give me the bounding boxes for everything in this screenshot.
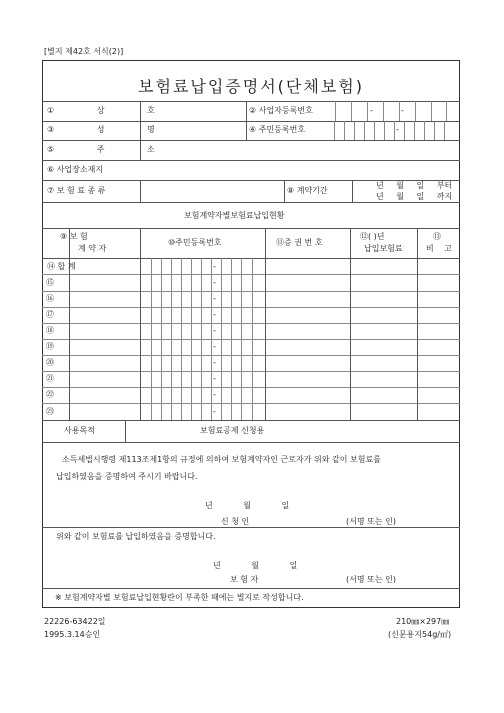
row-dash: - xyxy=(213,262,216,271)
total-row-label: ⑭ 합 계 xyxy=(47,262,76,271)
form-header: [별지 제42호 서식(2)] xyxy=(44,47,124,56)
row-label: ⑱ xyxy=(46,326,54,335)
company-input[interactable] xyxy=(141,102,245,120)
row-dash: - xyxy=(213,326,216,335)
row-label: ㉑ xyxy=(46,374,54,383)
row-dash: - xyxy=(213,407,216,416)
resno-dash: - xyxy=(396,125,399,134)
address-input[interactable] xyxy=(141,141,459,159)
col-header-contractor-2: 계 약 자 xyxy=(78,244,107,253)
field-label-address: ⑤ 주 소 xyxy=(47,145,155,154)
row-label: ㉓ xyxy=(46,407,54,416)
insurer-sign: (서명 또는 인) xyxy=(346,575,396,584)
col-header-year: ⑫( )년 xyxy=(360,232,385,241)
bottom-note: ※ 보험계약자별 보험료납입현황란이 부족한 때에는 별지로 작성합니다. xyxy=(55,593,304,602)
request-date: 년 월 일 xyxy=(205,501,290,510)
col-header-remarks-num: ⑬ xyxy=(433,232,441,241)
purpose-label: 사용목적 xyxy=(64,426,95,435)
period-from: 년 월 일 부터 xyxy=(376,181,453,190)
row-label: ⑮ xyxy=(46,278,54,287)
row-dash: - xyxy=(213,294,216,303)
field-label-premium-type: ⑦ 보 험 료 종 류 xyxy=(47,186,106,195)
premium-type-input[interactable] xyxy=(141,181,283,201)
row-label: ㉒ xyxy=(46,390,54,399)
bizno-dash-1: - xyxy=(370,106,373,115)
col-header-contractor: ⑨ 보 험 xyxy=(60,232,88,241)
row-label: ⑲ xyxy=(46,342,54,351)
period-to: 년 월 일 까지 xyxy=(376,192,453,201)
col-header-resno: ⑩주민등록번호 xyxy=(168,238,222,247)
workplace-input[interactable] xyxy=(141,161,459,179)
field-label-bizno: ② 사업자등록번호 xyxy=(249,106,313,115)
footer-approval: 1995.3.14승인 xyxy=(44,630,101,639)
name-input[interactable] xyxy=(141,122,245,139)
row-dash: - xyxy=(213,374,216,383)
col-header-policy: ⑪증 권 번 호 xyxy=(276,238,323,247)
purpose-value: 보험료공제 신청용 xyxy=(200,426,265,435)
form-title: 보험료납입증명서(단체보험) xyxy=(138,77,364,96)
row-label: ⑰ xyxy=(46,310,54,319)
field-label-company: ① 상 호 xyxy=(47,106,155,115)
row-label: ⑯ xyxy=(46,294,54,303)
row-dash: - xyxy=(213,278,216,287)
applicant-sign: (서명 또는 인) xyxy=(346,517,396,526)
row-dash: - xyxy=(213,358,216,367)
applicant-label: 신 청 인 xyxy=(221,517,250,526)
row-dash: - xyxy=(213,390,216,399)
col-header-premium: 납입보험료 xyxy=(364,244,403,253)
footer-size: 210㎜×297㎜ xyxy=(396,617,450,626)
row-label: ⑳ xyxy=(46,358,54,367)
field-label-resno: ④ 주민등록번호 xyxy=(249,125,306,134)
insurer-label: 보 험 자 xyxy=(230,575,259,584)
certify-text: 위와 같이 보험료를 납입하였음을 증명합니다. xyxy=(56,532,216,541)
certify-date: 년 월 일 xyxy=(213,561,298,570)
status-heading: 보험계약자별보험료납입현황 xyxy=(184,211,285,220)
footer-code: 22226-63422일 xyxy=(44,617,106,626)
col-header-remarks: 비 고 xyxy=(426,244,452,253)
request-text-2: 납입하였음을 증명하여 주시기 바랍니다. xyxy=(56,472,198,481)
field-label-name: ③ 성 명 xyxy=(47,125,155,134)
field-label-contract-period: ⑧ 계약기간 xyxy=(287,186,328,195)
request-text-1: 소득세법시행령 제113조제1항의 규정에 의하여 보험계약자인 근로자가 위와 같이 보험료를 xyxy=(62,455,381,464)
footer-paper: (신문용지54g/㎡) xyxy=(388,630,452,639)
row-dash: - xyxy=(213,342,216,351)
field-label-workplace: ⑥ 사업장소재지 xyxy=(47,165,104,174)
bizno-dash-2: - xyxy=(401,106,404,115)
row-dash: - xyxy=(213,310,216,319)
